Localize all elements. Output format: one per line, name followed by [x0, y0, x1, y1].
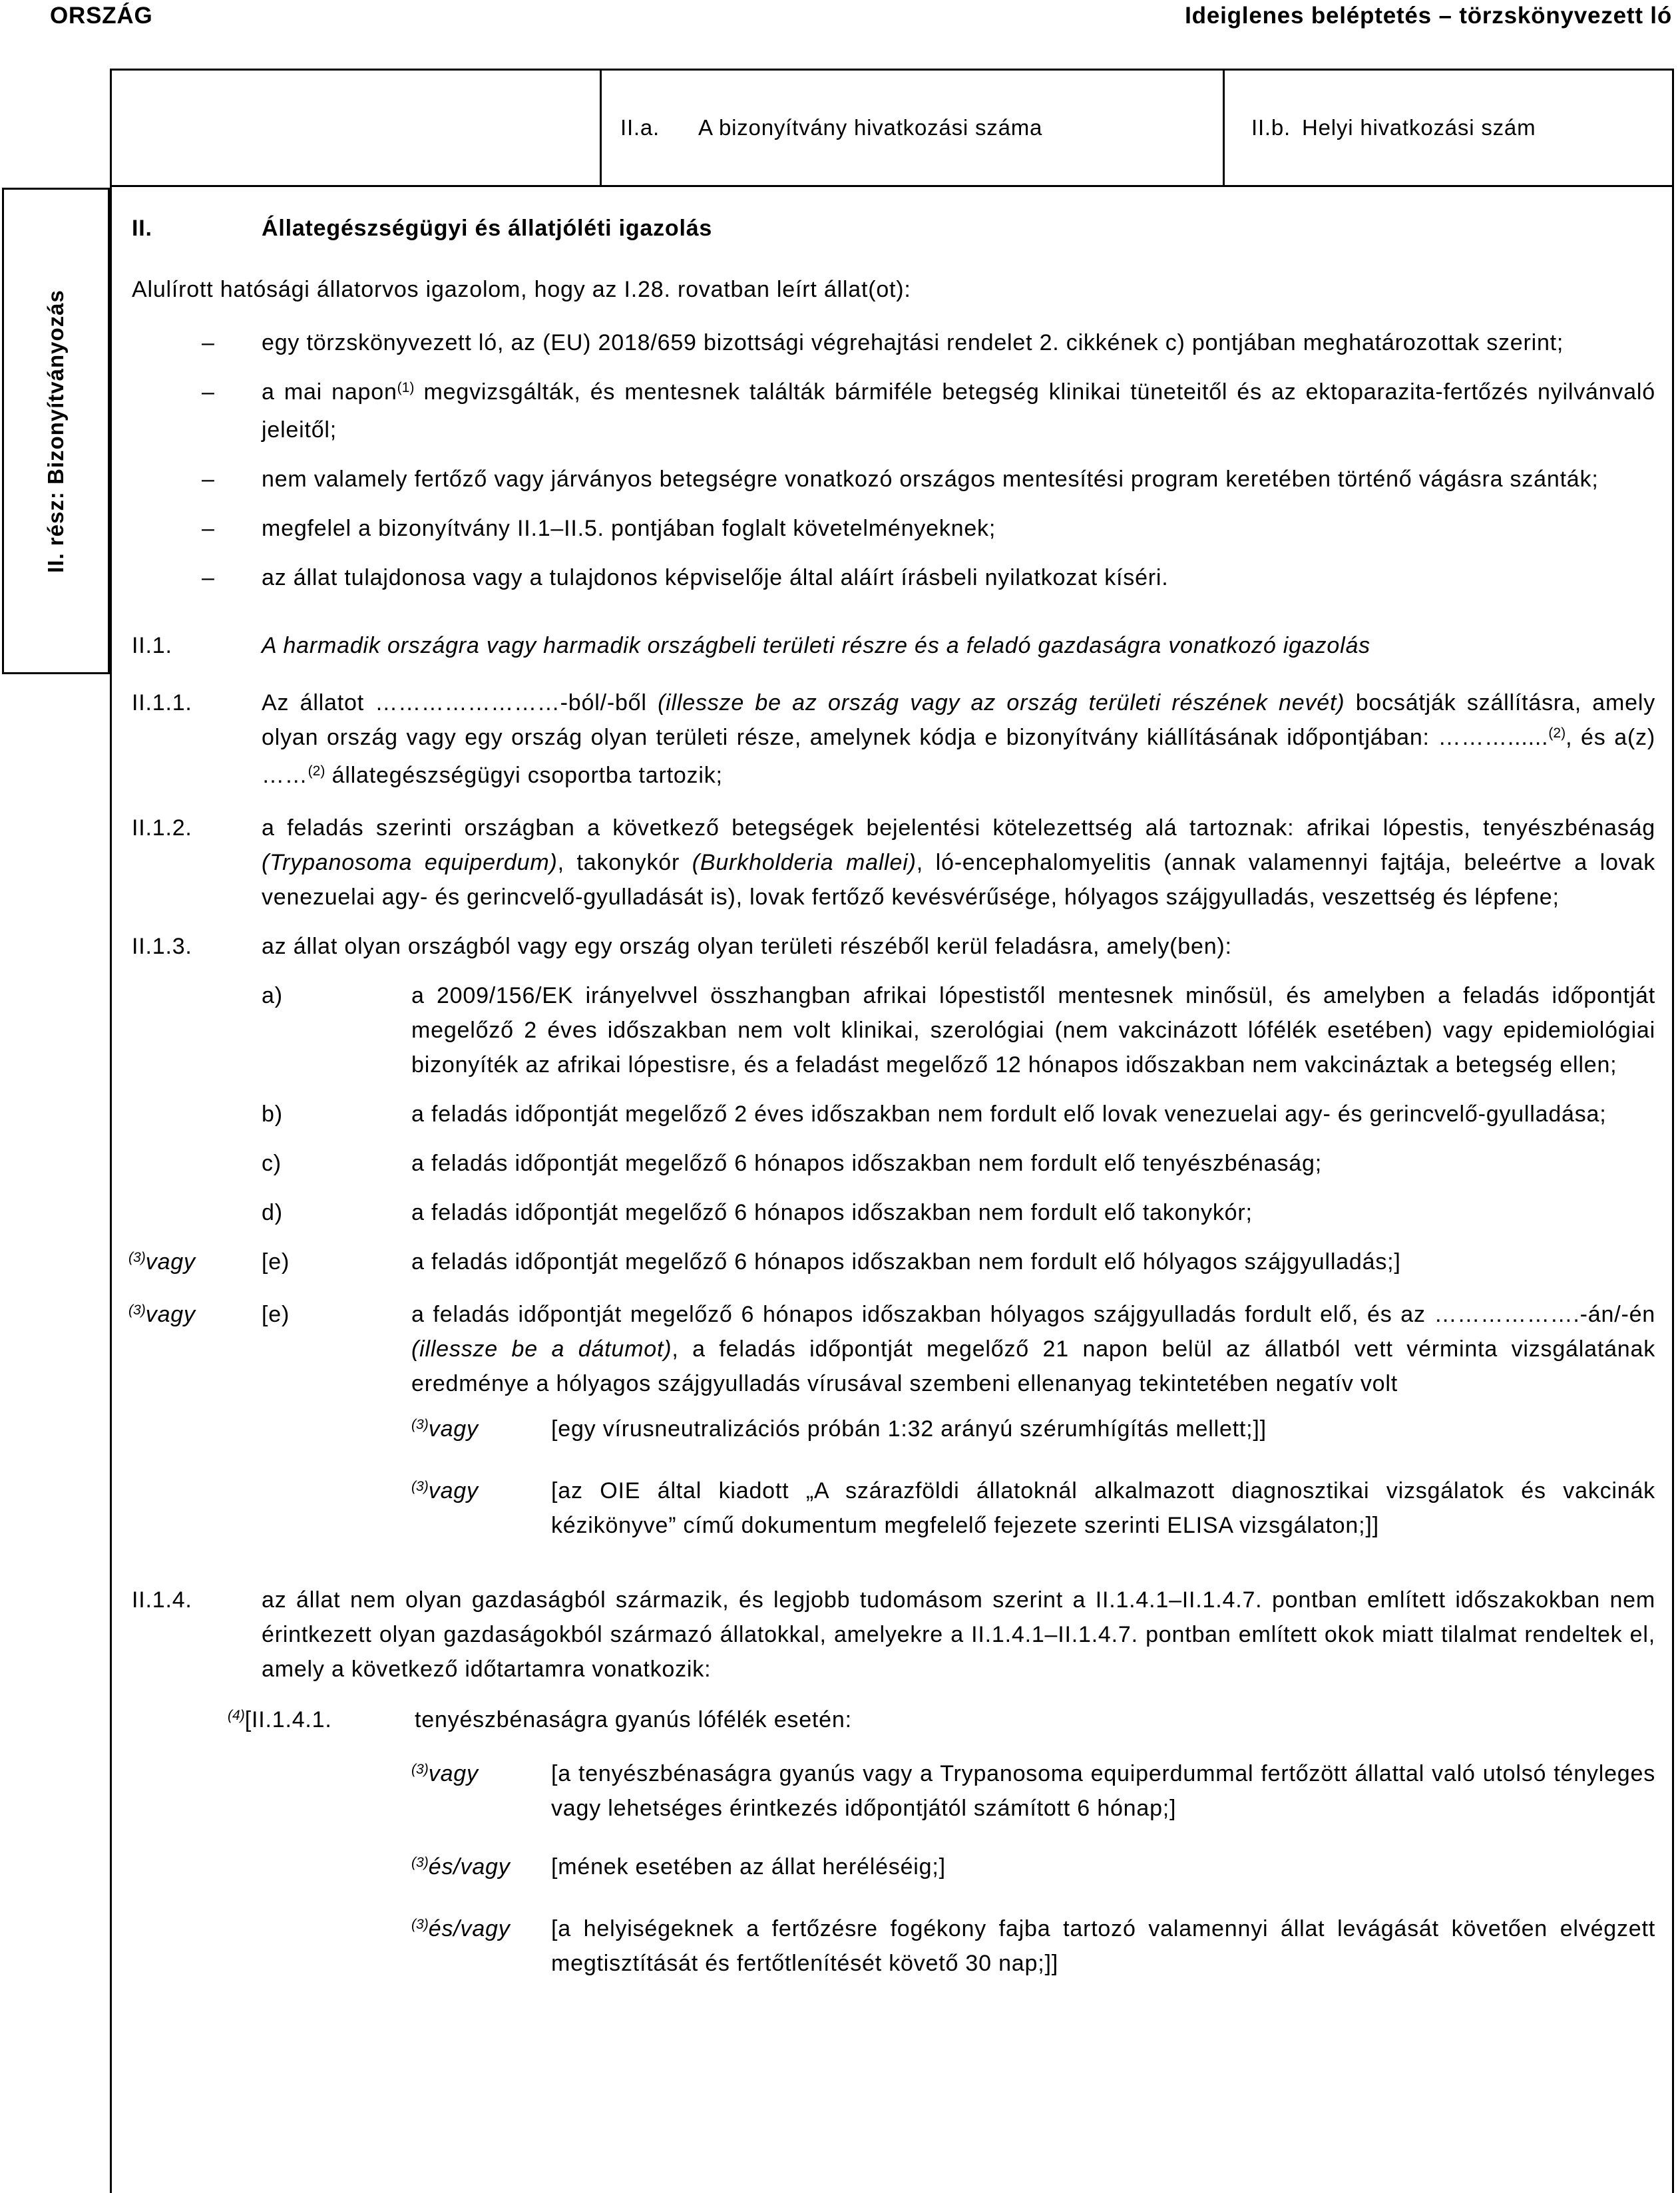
- spacer: [112, 1756, 262, 1826]
- item-II.1.2: [112, 811, 1672, 914]
- item-II.1.1-text: Az állatot ……………………-ból/-ből (illessze be az ország vagy az ország területi részének nevét) bocsátják szállításra, amely olyan ország vagy egy ország olyan területi része, amelynek kódja e bizonyítvány kiállításának időpontjában: ………......$^{(2)}$, és a(z) ……$^{(2)}$ állategészségügyi csoportba tartozik;: [262, 690, 1655, 788]
- and-or-marker: $^{(3)}$és/vagy: [411, 1916, 511, 1941]
- ref-cell-local-number: [1225, 71, 1672, 185]
- item-c: [112, 1146, 1672, 1181]
- section-ii-number: II.: [132, 216, 152, 241]
- dash-item-1-text: egy törzskönyvezett ló, az (EU) 2018/659 bizottsági végrehajtási rendelet 2. cikkének c) pontjában meghatározottak szerint;: [262, 330, 1564, 355]
- item-e-option-1: [112, 1245, 1672, 1283]
- or-marker: $^{(3)}$vagy: [128, 1302, 196, 1327]
- item-d-text: a feladás időpontját megelőző 6 hónapos időszakban nem fordult elő takonykór;: [411, 1200, 1253, 1225]
- item-b-text: a feladás időpontját megelőző 2 éves időszakban nem fordult elő lovak venezuelai agy- és gerincvelő-gyulladása;: [411, 1101, 1607, 1127]
- intro-paragraph: [112, 272, 1672, 307]
- item-II.1.4.1-number: $^{(4)}$[II.1.4.1.: [228, 1707, 332, 1732]
- duration-option-esvagy-2-text: [a helyiségeknek a fertőzésre fogékony fajba tartozó valamennyi állat levágását követően elvégzett megtisztítását és fertőtlenítését követő 30 nap;]]: [551, 1916, 1655, 1976]
- item-II.1: [112, 628, 1672, 663]
- test-option-vagy-1-text: [egy vírusneutralizációs próbán 1:32 arányú szérumhígítás mellett;]]: [551, 1416, 1267, 1442]
- item-II.1.4-number: II.1.4.: [132, 1587, 192, 1613]
- item-II.1.2-text: a feladás szerinti országban a következő betegségek bejelentési kötelezettség alá tartoznak: afrikai lópestis, tenyészbénaság (Trypanosoma equiperdum), takonykór (Burkholderia mallei), ló-encephalomyelitis (annak valamennyi fajtája, beleértve a lovak venezuelai agy- és gerincvelő-gyulladását is), lovak fertőző kevésvérűsége, hólyagos szájgyulladás, veszettség és lépfene;: [262, 815, 1655, 910]
- spacer: [112, 1412, 262, 1450]
- duration-option-vagy: [112, 1756, 1672, 1826]
- dash-item-4-text: megfelel a bizonyítvány II.1–II.5. pontjában foglalt követelményeknek;: [262, 516, 996, 541]
- or-marker: $^{(3)}$vagy: [411, 1416, 479, 1442]
- dash-bullet: –: [202, 467, 215, 492]
- item-II.1.4-text: az állat nem olyan gazdaságból származik, és legjobb tudomásom szerint a II.1.4.1–II.1.4.7. pontban említett időszakokban nem érintkezett olyan gazdaságokból származó állatokkal, amelyekre a II.1.4.1–II.1.4.7. pontban említett okok miatt tilalmat rendeltek el, amely a következő időtartamra vonatkozik:: [262, 1587, 1655, 1682]
- dash-item-2-text: a mai napon$^{(1)}$ megvizsgálták, és mentesnek találták bármiféle betegség klinikai tüneteitől és az ektoparazita-fertőzés nyilvánvaló jeleitől;: [262, 379, 1655, 443]
- item-a-text: a 2009/156/EK irányelvvel összhangban afrikai lópestistől mentesnek minősül, és amelyben a feladás időpontját megelőző 2 éves időszakban nem volt klinikai, szerológiai (nem vakcinázott lófélék esetében) vagy epidemiológiai bizonyíték az afrikai lópestisre, és a feladást megelőző 12 hónapos időszakban nem vakcináztak a betegség ellen;: [411, 983, 1655, 1078]
- item-e-letter: [e): [262, 1302, 290, 1327]
- spacer: [112, 978, 262, 1082]
- ref-iib-number: II.b.: [1251, 115, 1291, 140]
- duration-option-esvagy-2: [112, 1911, 1672, 1981]
- dash-item-5: [112, 560, 1672, 595]
- or-marker: $^{(3)}$vagy: [411, 1761, 479, 1786]
- item-II.1.2-number: II.1.2.: [132, 815, 192, 841]
- item-e-letter: [e): [262, 1249, 290, 1275]
- item-e-option-2: [112, 1297, 1672, 1401]
- test-option-vagy-1: [112, 1412, 1672, 1450]
- dash-bullet: –: [202, 565, 215, 590]
- spacer: [112, 1195, 262, 1230]
- part2-sidebar: [2, 188, 110, 674]
- item-II.1.3-text: az állat olyan országból vagy egy ország olyan területi részéből kerül feladásra, amely(ben):: [262, 934, 1232, 959]
- dash-item-1: [112, 325, 1672, 360]
- spacer: [112, 1911, 262, 1981]
- dash-bullet: –: [202, 379, 215, 405]
- or-marker: $^{(3)}$vagy: [411, 1478, 479, 1503]
- item-II.1.3-number: II.1.3.: [132, 934, 192, 959]
- dash-item-4: [112, 511, 1672, 546]
- dash-item-3: [112, 462, 1672, 497]
- spacer: [112, 1097, 262, 1131]
- dash-item-5-text: az állat tulajdonosa vagy a tulajdonos képviselője által aláírt írásbeli nyilatkozat kíséri.: [262, 565, 1169, 590]
- ref-iia-number: II.a.: [620, 115, 660, 140]
- country-label: ORSZÁG: [50, 3, 153, 29]
- item-II.1.3: [112, 929, 1672, 964]
- ref-iib-label: Helyi hivatkozási szám: [1302, 115, 1536, 140]
- spacer: [262, 1474, 411, 1543]
- dash-item-2: [112, 375, 1672, 447]
- or-marker: $^{(3)}$vagy: [128, 1249, 196, 1275]
- ref-iia-label: A bizonyítvány hivatkozási száma: [698, 115, 1043, 140]
- ref-cell-blank: [112, 71, 600, 185]
- item-d-letter: d): [262, 1200, 283, 1225]
- reference-number-table: [110, 69, 1674, 187]
- spacer: [112, 1474, 262, 1543]
- item-e-option-2-text: a feladás időpontját megelőző 6 hónapos időszakban hólyagos szájgyulladás fordult elő, és az ……………….-án/-én (illessze be a dátumot), a feladás időpontját megelőző 21 napon belül az állatból vett vérminta vizsgálatának eredménye a hólyagos szájgyulladás vírusával szembeni ellenanyag tekintetében negatív volt: [411, 1302, 1655, 1396]
- item-II.1.4.1-text: tenyészbénaságra gyanús lófélék esetén:: [415, 1707, 852, 1732]
- section-ii-title: Állategészségügyi és állatjóléti igazolás: [262, 216, 713, 241]
- duration-option-esvagy-1: [112, 1850, 1672, 1888]
- item-a-letter: a): [262, 983, 283, 1008]
- intro-text: Alulírott hatósági állatorvos igazolom, hogy az I.28. rovatban leírt állat(ot):: [132, 277, 911, 302]
- spacer: [262, 1850, 411, 1888]
- ref-cell-certificate-number: [600, 71, 1225, 185]
- part2-sidebar-label: II. rész: Bizonyítványozás: [43, 289, 69, 573]
- dash-bullet: –: [202, 516, 215, 541]
- item-II.1.1-number: II.1.1.: [132, 690, 192, 715]
- duration-option-esvagy-1-text: [mének esetében az állat heréléséig;]: [551, 1854, 946, 1880]
- item-c-text: a feladás időpontját megelőző 6 hónapos időszakban nem fordult elő tenyészbénaság;: [411, 1151, 1322, 1176]
- item-a: [112, 978, 1672, 1082]
- dash-item-3-text: nem valamely fertőző vagy járványos betegségre vonatkozó országos mentesítési program keretében történő vágásra szánták;: [262, 467, 1599, 492]
- item-e-option-1-text: a feladás időpontját megelőző 6 hónapos időszakban nem fordult elő hólyagos szájgyulladás;]: [411, 1249, 1401, 1275]
- certificate-body: [110, 187, 1674, 2193]
- spacer: [262, 1412, 411, 1450]
- item-b: [112, 1097, 1672, 1131]
- dash-bullet: –: [202, 330, 215, 355]
- spacer: [262, 1756, 411, 1826]
- and-or-marker: $^{(3)}$és/vagy: [411, 1854, 511, 1880]
- item-II.1.4.1: [112, 1702, 1672, 1740]
- item-b-letter: b): [262, 1101, 283, 1127]
- spacer: [112, 1850, 262, 1888]
- item-II.1.4: [112, 1583, 1672, 1687]
- duration-option-vagy-text: [a tenyészbénaságra gyanús vagy a Trypanosoma equiperdummal fertőzött állattal való utolsó tényleges vagy lehetséges érintkezés időpontjától számított 6 hónap;]: [551, 1761, 1655, 1821]
- item-II.1.1: [112, 686, 1672, 796]
- item-II.1-number: II.1.: [132, 633, 172, 658]
- item-d: [112, 1195, 1672, 1230]
- item-II.1-title: A harmadik országra vagy harmadik országbeli területi részre és a feladó gazdaságra vonatkozó igazolás: [262, 633, 1370, 658]
- item-c-letter: c): [262, 1151, 282, 1176]
- document-title: Ideiglenes beléptetés – törzskönyvezett ló: [1185, 3, 1672, 29]
- section-ii-heading: [112, 211, 1672, 246]
- spacer: [112, 1146, 262, 1181]
- test-option-vagy-2: [112, 1474, 1672, 1543]
- test-option-vagy-2-text: [az OIE által kiadott „A szárazföldi állatoknál alkalmazott diagnosztikai vizsgálatok és vakcinák kézikönyve” című dokumentum megfelelő fejezete szerinti ELISA vizsgálaton;]]: [551, 1478, 1655, 1538]
- spacer: [262, 1911, 411, 1981]
